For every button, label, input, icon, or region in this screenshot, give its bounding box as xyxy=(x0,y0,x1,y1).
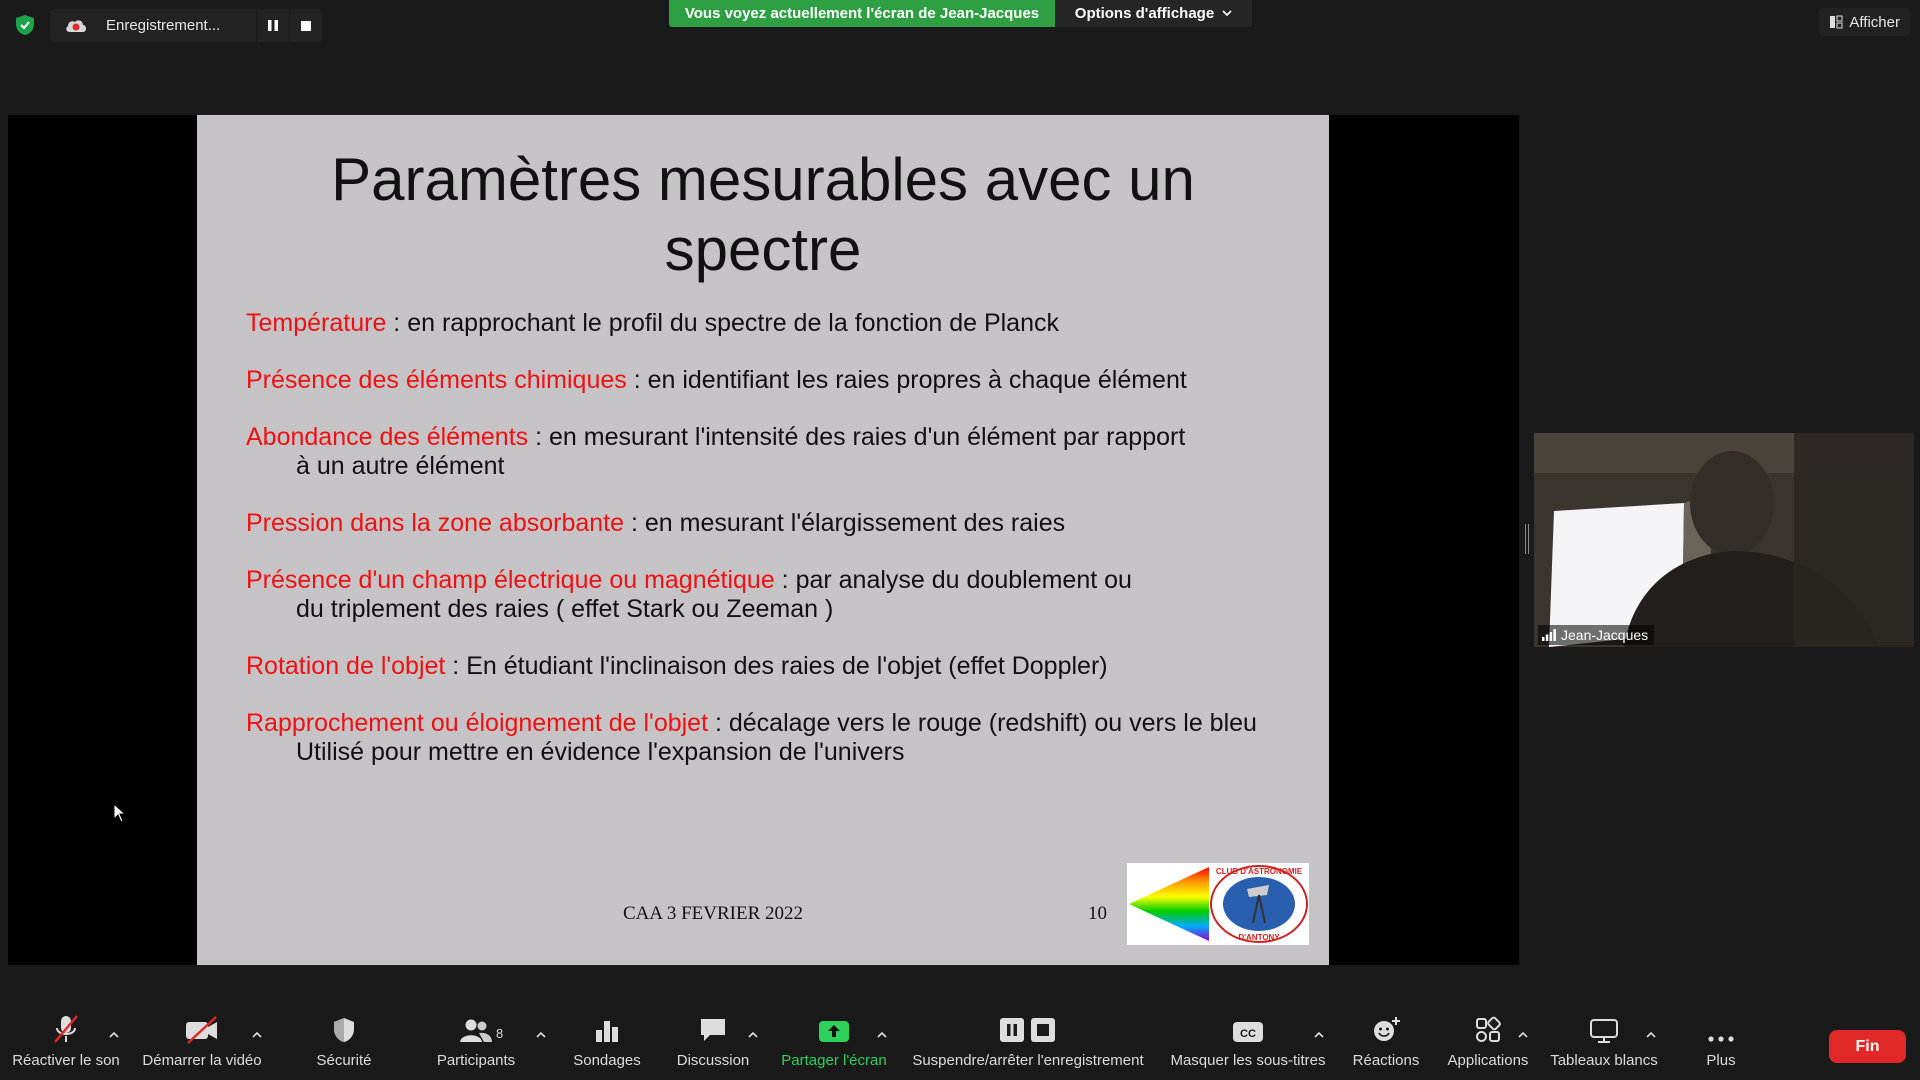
view-options-button[interactable] xyxy=(1055,0,1252,27)
mouse-cursor-icon xyxy=(113,803,127,823)
whiteboard-icon xyxy=(1589,1018,1619,1044)
start-video-button[interactable] xyxy=(136,1008,268,1080)
bullet-pressure xyxy=(246,509,1306,538)
rainbow-prism-icon xyxy=(1127,863,1211,945)
reactions-button[interactable] xyxy=(1341,1008,1431,1080)
bullet-continuation: à un autre élément xyxy=(296,452,505,480)
chevron-up-icon[interactable] xyxy=(747,1030,759,1040)
pause-icon xyxy=(268,20,278,31)
stop-recording-button[interactable] xyxy=(289,9,322,42)
reactions-label: Réactions xyxy=(1352,1052,1420,1069)
whiteboards-button[interactable] xyxy=(1546,1008,1662,1080)
bullet-text: : en mesurant l'élargissement des raies xyxy=(624,509,1066,537)
pause-recording-button[interactable] xyxy=(256,9,289,42)
bullet-text: : décalage vers le rouge (redshift) ou vers le bleu xyxy=(708,709,1257,737)
bar-chart-icon xyxy=(594,1018,620,1044)
microphone-muted-icon xyxy=(52,1014,80,1044)
bullet-key: Présence des éléments chimiques xyxy=(246,366,627,394)
chevron-down-icon xyxy=(1222,10,1232,17)
unmute-label: Réactiver le son xyxy=(12,1052,120,1069)
more-label: Plus xyxy=(1706,1052,1736,1069)
view-options-label: Options d'affichage xyxy=(1074,5,1215,22)
chevron-up-icon[interactable] xyxy=(1517,1030,1529,1040)
bullet-key: Pression dans la zone absorbante xyxy=(246,509,625,537)
slide-footer: CAA 3 FEVRIER 2022 xyxy=(623,903,803,924)
slide-bullets xyxy=(246,309,1306,795)
start-video-label: Démarrer la vidéo xyxy=(142,1052,262,1069)
apps-icon xyxy=(1474,1016,1502,1044)
unmute-button[interactable] xyxy=(8,1008,124,1080)
slide-title-line: spectre xyxy=(664,216,862,283)
sharing-banner: Vous voyez actuellement l'écran de Jean-Jacques xyxy=(669,0,1055,27)
whiteboards-label: Tableaux blancs xyxy=(1550,1052,1658,1069)
club-logo xyxy=(1127,863,1309,945)
chevron-up-icon[interactable] xyxy=(535,1030,547,1040)
emoji-add-icon xyxy=(1371,1016,1401,1044)
bullet-continuation: du triplement des raies ( effet Stark ou Zeeman ) xyxy=(296,595,834,623)
share-screen-label: Partager l'écran xyxy=(781,1052,887,1069)
astronomy-club-seal xyxy=(1209,865,1309,943)
bullet-text: : En étudiant l'inclinaison des raies de l'objet (effet Doppler) xyxy=(445,652,1108,680)
participant-name: Jean-Jacques xyxy=(1561,627,1649,643)
pause-stop-recording-label: Suspendre/arrêter l'enregistrement xyxy=(912,1052,1144,1069)
slide-title-line: Paramètres mesurables avec un xyxy=(331,146,1195,213)
svg-text:CC: CC xyxy=(1240,1028,1256,1040)
show-label: Afficher xyxy=(1849,13,1900,31)
participants-button[interactable] xyxy=(426,1008,526,1080)
bullet-field xyxy=(246,566,1306,624)
show-gallery-button[interactable] xyxy=(1819,8,1910,36)
more-dots-icon xyxy=(1707,1034,1735,1044)
meeting-toolbar xyxy=(0,1008,1920,1080)
share-screen-button[interactable] xyxy=(776,1008,892,1080)
bullet-redshift xyxy=(246,709,1306,767)
chevron-up-icon[interactable] xyxy=(1645,1030,1657,1040)
hide-captions-button[interactable] xyxy=(1168,1008,1328,1080)
bullet-temperature xyxy=(246,309,1306,338)
bullet-text: : en rapprochant le profil du spectre de la fonction de Planck xyxy=(386,309,1059,337)
security-button[interactable] xyxy=(300,1008,388,1080)
polls-label: Sondages xyxy=(573,1052,641,1069)
video-camera-off-icon xyxy=(184,1016,220,1044)
bullet-key: Abondance des éléments xyxy=(246,423,529,451)
signal-strength-icon xyxy=(1542,629,1556,641)
polls-button[interactable] xyxy=(563,1008,651,1080)
bullet-key: Température xyxy=(246,309,387,337)
apps-button[interactable] xyxy=(1442,1008,1534,1080)
chevron-up-icon[interactable] xyxy=(1313,1030,1325,1040)
participants-label: Participants xyxy=(436,1052,516,1069)
bullet-text: : par analyse du doublement ou xyxy=(774,566,1132,594)
bullet-text: : en mesurant l'intensité des raies d'un élément par rapport xyxy=(528,423,1186,451)
bullet-key: Rotation de l'objet xyxy=(246,652,446,680)
cloud-recording-icon xyxy=(64,16,88,36)
bullet-key: Rapprochement ou éloignement de l'objet xyxy=(246,709,709,737)
pause-stop-recording-button[interactable] xyxy=(906,1008,1150,1080)
closed-captions-icon xyxy=(1232,1020,1264,1044)
bullet-elements xyxy=(246,366,1306,395)
participant-name-tag xyxy=(1538,625,1654,645)
end-meeting-button[interactable]: Fin xyxy=(1829,1030,1906,1063)
more-button[interactable] xyxy=(1686,1008,1756,1080)
hide-captions-label: Masquer les sous-titres xyxy=(1170,1052,1326,1069)
bullet-continuation: Utilisé pour mettre en évidence l'expansion de l'univers xyxy=(296,738,905,766)
participant-video-tile[interactable] xyxy=(1534,433,1914,647)
recording-indicator xyxy=(50,9,322,42)
encryption-shield-icon[interactable] xyxy=(14,14,36,36)
slide-page-number: 10 xyxy=(1088,903,1107,924)
panel-resize-handle[interactable] xyxy=(1525,524,1529,554)
chevron-up-icon[interactable] xyxy=(108,1030,120,1040)
logo-text-top: CLUB D'ASTRONOMIE xyxy=(1215,867,1303,876)
pause-stop-icon xyxy=(998,1016,1058,1044)
presentation-slide xyxy=(197,115,1329,965)
chevron-up-icon[interactable] xyxy=(251,1030,263,1040)
bullet-abundance xyxy=(246,423,1306,481)
shared-screen xyxy=(8,115,1519,965)
participants-count: 8 xyxy=(496,1026,504,1041)
apps-label: Applications xyxy=(1447,1052,1529,1069)
bullet-rotation xyxy=(246,652,1306,681)
participants-icon xyxy=(459,1018,493,1044)
bullet-key: Présence d'un champ électrique ou magnétique xyxy=(246,566,775,594)
share-screen-icon xyxy=(818,1018,850,1044)
bullet-text: : en identifiant les raies propres à chaque élément xyxy=(626,366,1187,394)
chevron-up-icon[interactable] xyxy=(876,1030,888,1040)
security-label: Sécurité xyxy=(316,1052,372,1069)
logo-text-bottom: D'ANTONY xyxy=(1238,933,1280,942)
shield-icon xyxy=(331,1016,357,1044)
stop-icon xyxy=(301,21,311,31)
participant-video-frame xyxy=(1534,433,1914,647)
chat-label: Discussion xyxy=(676,1052,750,1069)
view-layout-icon xyxy=(1829,15,1843,29)
recording-label: Enregistrement... xyxy=(106,17,221,34)
slide-title xyxy=(197,145,1329,285)
chat-bubble-icon xyxy=(698,1016,728,1044)
chat-button[interactable] xyxy=(668,1008,758,1080)
